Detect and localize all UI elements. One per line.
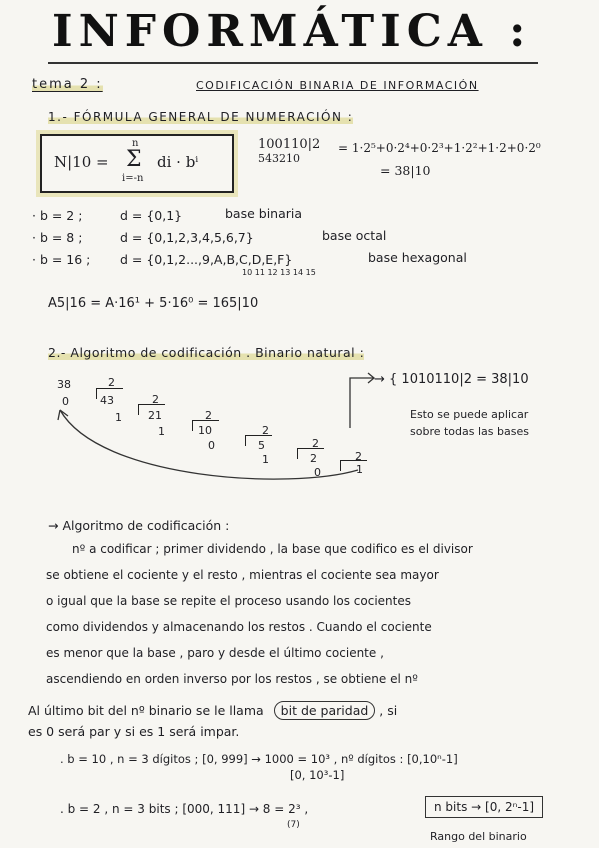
- note-line1: Esto se puede aplicar: [410, 408, 529, 421]
- binary-range-box: n bits → [0, 2ⁿ-1]: [425, 796, 543, 818]
- binary-result: → { 1010110|2 = 38|10: [374, 372, 529, 387]
- example-indices: 543210: [258, 152, 300, 165]
- example-binary: . b = 2 , n = 3 bits ; [000, 111] → 8 = 2³ ,: [60, 802, 309, 816]
- parity-term: bit de paridad: [274, 701, 376, 720]
- parity-text-b: , si: [379, 703, 398, 718]
- quotient: 43: [100, 394, 114, 407]
- quotient: 10: [198, 424, 212, 437]
- read-direction-arrow: [40, 370, 370, 490]
- dividend: 38: [57, 378, 71, 391]
- algorithm-line: o igual que la base se repite el proceso usando los cocientes: [46, 594, 411, 608]
- algorithm-line: como dividendos y almacenando los restos . Cuando el cociente: [46, 620, 432, 634]
- base-hex-subscript: 10 11 12 13 14 15: [242, 268, 316, 277]
- section1-heading: 1.- FÓRMULA GENERAL DE NUMERACIÓN :: [48, 110, 354, 124]
- divisor: 2: [312, 437, 319, 450]
- base-octal-d: d = {0,1,2,3,4,5,6,7}: [120, 230, 254, 245]
- note-line2: sobre todas las bases: [410, 425, 529, 438]
- formula-lhs: N|10 =: [54, 153, 109, 171]
- hex-example: A5|16 = A·16¹ + 5·16⁰ = 165|10: [48, 296, 259, 311]
- algorithm-heading: → Algoritmo de codificación :: [48, 518, 230, 533]
- binary-range-caption: Rango del binario: [430, 830, 527, 843]
- remainder: 0: [314, 466, 321, 479]
- formula-sum-bottom: i=-n: [122, 173, 144, 184]
- section2-heading: 2.- Algoritmo de codificación . Binario natural :: [48, 345, 365, 360]
- example-decimal-range: [0, 10³-1]: [290, 768, 345, 782]
- quotient: 5: [258, 439, 265, 452]
- parity-line2: es 0 será par y si es 1 será impar.: [28, 724, 240, 739]
- formula-term: di · bⁱ: [157, 153, 199, 171]
- quotient: 1: [356, 463, 363, 476]
- formula-sum-symbol: Σ: [126, 147, 142, 172]
- title-underline: [48, 62, 538, 64]
- algorithm-line: ascendiendo en orden inverso por los restos , se obtiene el nº: [46, 672, 418, 686]
- parity-line1: [28, 703, 397, 718]
- divisor: 2: [355, 450, 362, 463]
- example-result: = 38|10: [380, 163, 431, 178]
- base-binary-name: base binaria: [225, 206, 303, 221]
- divisor: 2: [205, 409, 212, 422]
- example-number: 100110|2: [258, 137, 321, 152]
- example-decimal: . b = 10 , n = 3 dígitos ; [0, 999] → 1000 = 10³ , nº dígitos : [0,10ⁿ-1]: [60, 752, 458, 766]
- remainder: 0: [62, 395, 69, 408]
- page-title: INFORMÁTICA :: [52, 6, 532, 57]
- example-binary-sub: (7): [287, 820, 300, 830]
- base-binary-d: d = {0,1}: [120, 208, 183, 223]
- base-octal-name: base octal: [322, 228, 387, 243]
- divisor: 2: [262, 424, 269, 437]
- remainder: 1: [158, 425, 165, 438]
- divisor: 2: [108, 376, 115, 389]
- remainder: 0: [208, 439, 215, 452]
- remainder: 1: [115, 411, 122, 424]
- algorithm-line: es menor que la base , paro y desde el último cociente ,: [46, 646, 384, 660]
- remainder: 1: [262, 453, 269, 466]
- example-expansion: = 1·2⁵+0·2⁴+0·2³+1·2²+1·2+0·2⁰: [338, 141, 541, 155]
- formula-sum-top: n: [132, 138, 139, 149]
- parity-text-a: Al último bit del nº binario se le llama: [28, 703, 264, 718]
- base-hex-d: d = {0,1,2...,9,A,B,C,D,E,F}: [120, 252, 293, 267]
- divisor: 2: [152, 393, 159, 406]
- base-octal-b: · b = 8 ;: [32, 230, 83, 245]
- base-hex-name: base hexagonal: [368, 250, 467, 265]
- quotient: 2: [310, 452, 317, 465]
- algorithm-line: se obtiene el cociente y el resto , mientras el cociente sea mayor: [46, 568, 439, 582]
- base-hex-b: · b = 16 ;: [32, 252, 91, 267]
- algorithm-body: [46, 536, 586, 692]
- quotient: 21: [148, 409, 162, 422]
- topic-label: tema 2 :: [32, 77, 103, 92]
- algorithm-line: nº a codificar ; primer dividendo , la base que codifico es el divisor: [72, 542, 473, 556]
- formula-box: [40, 134, 234, 193]
- topic-subtitle: CODIFICACIÓN BINARIA DE INFORMACIÓN: [196, 79, 479, 92]
- base-binary-b: · b = 2 ;: [32, 208, 83, 223]
